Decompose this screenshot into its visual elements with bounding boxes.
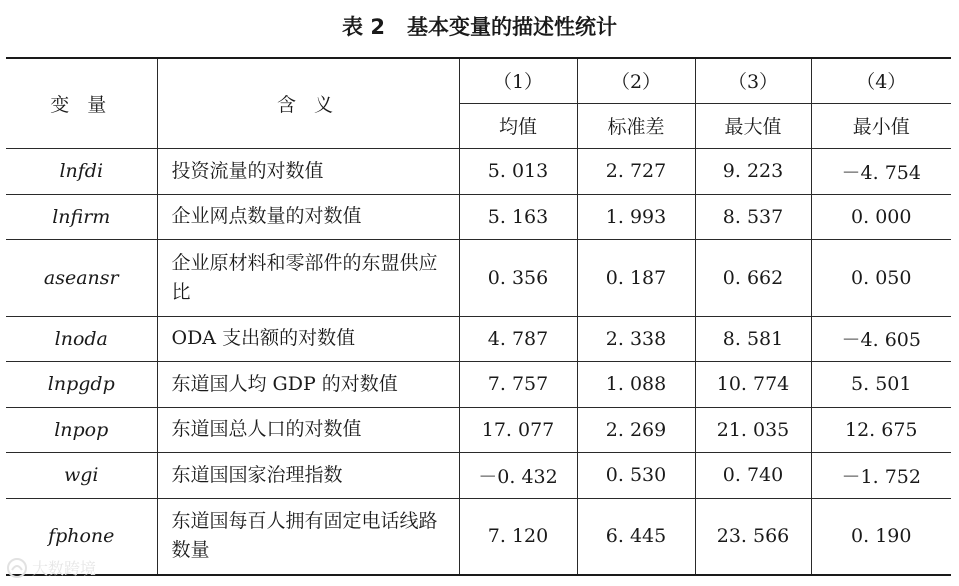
header-col-index: （1） xyxy=(459,58,577,103)
header-min: 最小值 xyxy=(811,103,951,148)
table-title: 基本变量的描述性统计 xyxy=(406,15,617,39)
table-row xyxy=(6,148,951,194)
header-max: 最大值 xyxy=(695,103,811,148)
variable-cell: aseansr xyxy=(6,239,157,316)
max-cell: 9. 223 xyxy=(695,148,811,194)
min-cell: 5. 501 xyxy=(811,361,951,407)
header-mean: 均值 xyxy=(459,103,577,148)
table-row xyxy=(6,239,951,316)
meaning-cell: 企业原材料和零部件的东盟供应比 xyxy=(157,239,459,316)
min-cell: 0. 190 xyxy=(811,498,951,575)
table-row xyxy=(6,407,951,452)
sd-cell: 2. 338 xyxy=(577,316,695,361)
sd-cell: 0. 530 xyxy=(577,452,695,498)
mean-cell: 4. 787 xyxy=(459,316,577,361)
sd-cell: 6. 445 xyxy=(577,498,695,575)
meaning-cell: 东道国总人口的对数值 xyxy=(157,407,459,452)
watermark-logo-icon xyxy=(6,557,28,579)
mean-cell: 7. 757 xyxy=(459,361,577,407)
table-row xyxy=(6,498,951,575)
max-cell: 0. 740 xyxy=(695,452,811,498)
variable-cell: lnfirm xyxy=(6,194,157,239)
header-col-index: （2） xyxy=(577,58,695,103)
min-cell: －4. 754 xyxy=(811,148,951,194)
min-cell: 0. 000 xyxy=(811,194,951,239)
header-col-index: （4） xyxy=(811,58,951,103)
watermark xyxy=(6,556,96,579)
mean-cell: 5. 013 xyxy=(459,148,577,194)
variable-cell: wgi xyxy=(6,452,157,498)
max-cell: 10. 774 xyxy=(695,361,811,407)
table-row xyxy=(6,316,951,361)
header-variable: 变 量 xyxy=(6,58,157,148)
variable-cell: lnpop xyxy=(6,407,157,452)
table-number: 表 2 xyxy=(342,15,385,39)
meaning-cell: 东道国每百人拥有固定电话线路数量 xyxy=(157,498,459,575)
sd-cell: 2. 269 xyxy=(577,407,695,452)
table-row xyxy=(6,194,951,239)
sd-cell: 0. 187 xyxy=(577,239,695,316)
max-cell: 8. 581 xyxy=(695,316,811,361)
meaning-cell: ODA 支出额的对数值 xyxy=(157,316,459,361)
variable-cell: lnoda xyxy=(6,316,157,361)
mean-cell: 7. 120 xyxy=(459,498,577,575)
watermark-text: 大数跨境 xyxy=(32,559,97,578)
header-sd: 标准差 xyxy=(577,103,695,148)
table-caption xyxy=(0,0,959,52)
mean-cell: 5. 163 xyxy=(459,194,577,239)
sd-cell: 1. 088 xyxy=(577,361,695,407)
mean-cell: 0. 356 xyxy=(459,239,577,316)
descriptive-stats-table xyxy=(6,57,951,576)
variable-cell: fphone xyxy=(6,498,157,575)
min-cell: －1. 752 xyxy=(811,452,951,498)
sd-cell: 2. 727 xyxy=(577,148,695,194)
variable-cell: lnfdi xyxy=(6,148,157,194)
header-col-index: （3） xyxy=(695,58,811,103)
max-cell: 23. 566 xyxy=(695,498,811,575)
header-meaning: 含 义 xyxy=(157,58,459,148)
max-cell: 21. 035 xyxy=(695,407,811,452)
meaning-cell: 东道国国家治理指数 xyxy=(157,452,459,498)
meaning-cell: 企业网点数量的对数值 xyxy=(157,194,459,239)
table-row xyxy=(6,452,951,498)
max-cell: 0. 662 xyxy=(695,239,811,316)
variable-cell: lnpgdp xyxy=(6,361,157,407)
table-row xyxy=(6,361,951,407)
mean-cell: 17. 077 xyxy=(459,407,577,452)
meaning-cell: 东道国人均 GDP 的对数值 xyxy=(157,361,459,407)
min-cell: －4. 605 xyxy=(811,316,951,361)
max-cell: 8. 537 xyxy=(695,194,811,239)
mean-cell: －0. 432 xyxy=(459,452,577,498)
sd-cell: 1. 993 xyxy=(577,194,695,239)
min-cell: 12. 675 xyxy=(811,407,951,452)
header-row-index xyxy=(6,58,951,103)
min-cell: 0. 050 xyxy=(811,239,951,316)
meaning-cell: 投资流量的对数值 xyxy=(157,148,459,194)
